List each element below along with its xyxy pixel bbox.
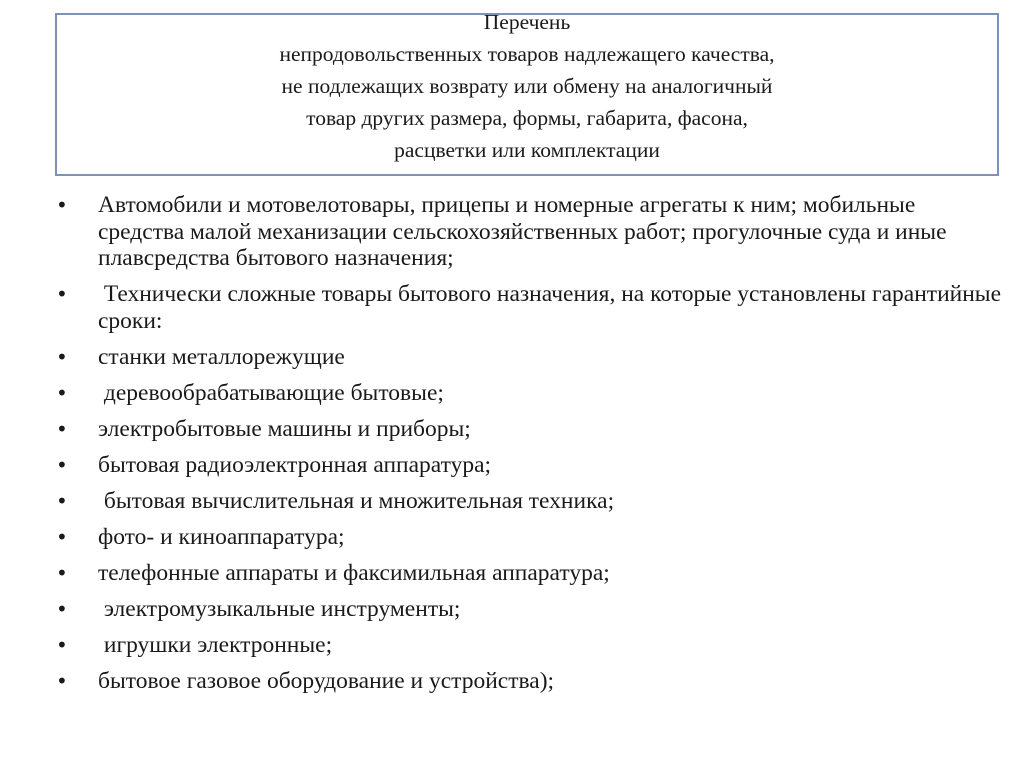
bullet-icon: • bbox=[56, 596, 68, 621]
list-item bbox=[0, 524, 1024, 551]
list-item-text: бытовое газовое оборудование и устройства); bbox=[98, 667, 555, 694]
bullet-icon: • bbox=[56, 632, 68, 657]
list-item-text: фото- и киноаппаратура; bbox=[98, 523, 345, 550]
list-item bbox=[0, 488, 1024, 515]
list-item bbox=[0, 632, 1024, 659]
list-item-text: Технически сложные товары бытового назначения, на которые установлены гарантийные сроки: bbox=[98, 280, 1007, 334]
bullet-icon: • bbox=[56, 380, 68, 405]
list-item bbox=[0, 344, 1024, 371]
bullet-icon: • bbox=[56, 668, 68, 693]
list-item bbox=[0, 596, 1024, 623]
list-item-text: Автомобили и мотовелотовары, прицепы и номерные агрегаты к ним; мобильные средства малой механизации сельскохозяйственных работ; прогулочные суда и иные плавсредства бытового назначения; bbox=[98, 192, 953, 271]
title-line: Перечень bbox=[483, 10, 571, 34]
list-item bbox=[0, 452, 1024, 479]
bullet-list bbox=[0, 192, 1024, 704]
bullet-icon: • bbox=[56, 524, 68, 549]
bullet-icon: • bbox=[56, 281, 68, 306]
bullet-icon: • bbox=[56, 344, 68, 369]
list-item-text: деревообрабатывающие бытовые; bbox=[98, 379, 444, 406]
bullet-icon: • bbox=[56, 488, 68, 513]
list-item bbox=[0, 416, 1024, 443]
bullet-icon: • bbox=[56, 560, 68, 585]
bullet-icon: • bbox=[56, 452, 68, 477]
list-item-text: бытовая радиоэлектронная аппаратура; bbox=[98, 451, 492, 478]
list-item bbox=[0, 560, 1024, 587]
list-item-text: станки металлорежущие bbox=[98, 343, 345, 370]
list-item-text: бытовая вычислительная и множительная техника; bbox=[98, 487, 615, 514]
list-item bbox=[0, 668, 1024, 695]
list-item bbox=[0, 380, 1024, 407]
list-item-text: электробытовые машины и приборы; bbox=[98, 415, 471, 442]
slide-title bbox=[55, 6, 999, 166]
title-line: расцветки или комплектации bbox=[394, 138, 660, 162]
title-line: товар других размера, формы, габарита, фасона, bbox=[306, 106, 748, 130]
bullet-icon: • bbox=[56, 193, 68, 217]
list-item-text: телефонные аппараты и факсимильная аппаратура; bbox=[98, 559, 610, 586]
list-item-text: электромузыкальные инструменты; bbox=[98, 595, 461, 622]
title-line: непродовольственных товаров надлежащего качества, bbox=[279, 42, 775, 66]
list-item bbox=[0, 192, 1024, 272]
list-item bbox=[0, 281, 1024, 335]
list-item-text: игрушки электронные; bbox=[98, 631, 333, 658]
bullet-icon: • bbox=[56, 416, 68, 441]
title-line: не подлежащих возврату или обмену на аналогичный bbox=[281, 74, 773, 98]
